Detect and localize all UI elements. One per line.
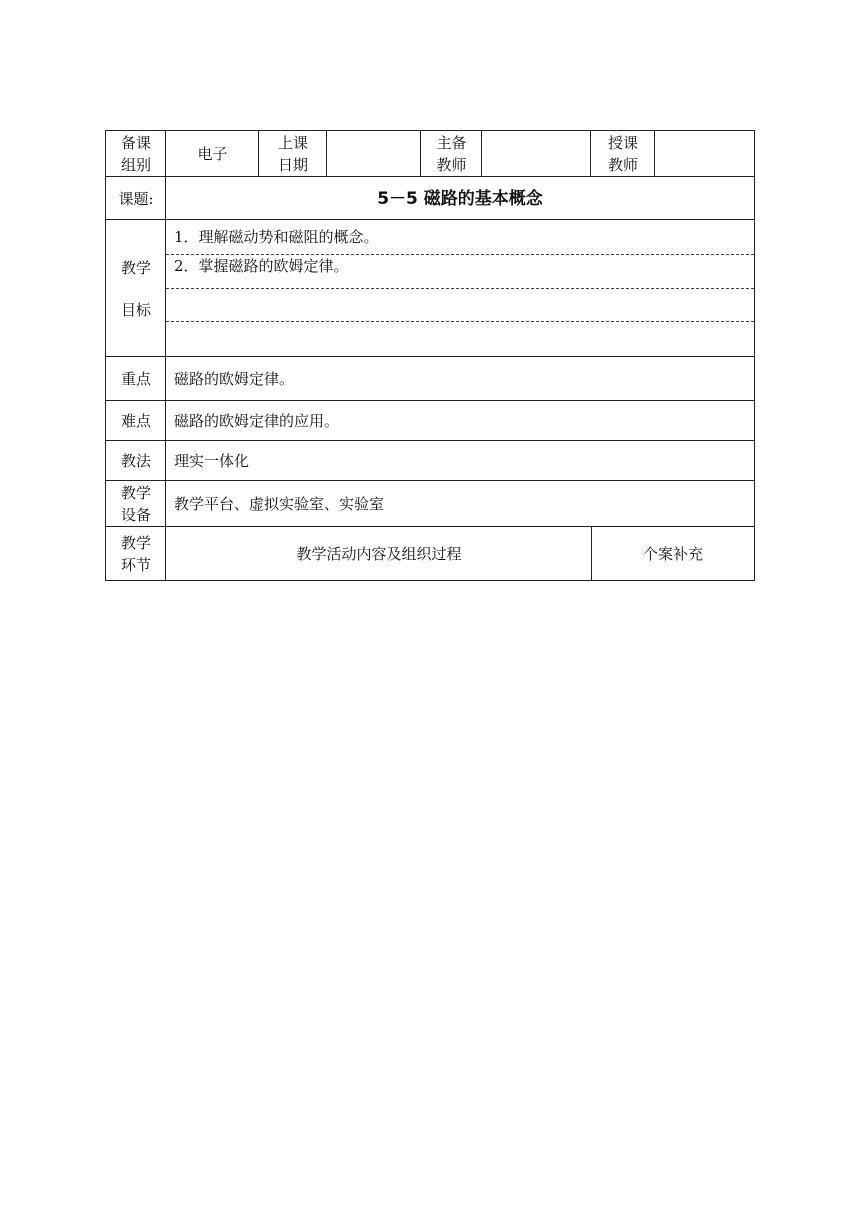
row-divider: [106, 356, 754, 357]
row-divider: [106, 526, 754, 527]
objective-divider: [166, 321, 754, 322]
key-point-label: 重点: [120, 370, 151, 388]
key-point-label-cell: [106, 357, 166, 401]
group-label-line2: 组别: [120, 156, 151, 174]
teacher-label-cell: [591, 131, 655, 177]
group-label-line1: 备课: [120, 134, 151, 152]
method-label: 教法: [120, 452, 151, 470]
group-label-cell: [106, 131, 166, 177]
main-teacher-label-line2: 教师: [436, 156, 467, 174]
process-content-header-cell: [166, 527, 592, 580]
column-divider: [591, 527, 592, 580]
process-label-line2: 环节: [120, 555, 151, 574]
objective-text: 2．掌握磁路的欧姆定律。: [174, 257, 349, 275]
objective-text: 1．理解磁动势和磁阻的概念。: [174, 227, 379, 246]
row-divider: [106, 400, 754, 401]
topic-label-cell: [106, 177, 166, 220]
equipment-value: 教学平台、虚拟实验室、实验室: [174, 495, 385, 513]
group-value-cell: [166, 131, 259, 177]
column-divider: [326, 131, 327, 177]
topic-label: 课题:: [118, 189, 154, 208]
method-value-cell: [166, 441, 754, 481]
difficulty-value-cell: [166, 401, 754, 441]
objective-divider: [166, 254, 754, 255]
objective-item: [166, 255, 754, 285]
objective-item[interactable]: [166, 289, 754, 322]
column-divider: [590, 131, 591, 177]
main-teacher-label-line1: 主备: [436, 134, 467, 152]
date-label-line1: 上课: [277, 134, 308, 152]
objectives-label-cell: [106, 220, 166, 357]
topic-title-cell: [166, 177, 754, 220]
equipment-label-line2: 设备: [120, 506, 151, 524]
column-divider: [258, 131, 259, 177]
date-label-line2: 日期: [277, 156, 308, 174]
column-divider: [420, 131, 421, 177]
date-value-cell[interactable]: [327, 131, 421, 177]
group-value: 电子: [197, 145, 228, 163]
date-label-cell: [259, 131, 327, 177]
objective-item[interactable]: [166, 322, 754, 357]
method-label-cell: [106, 441, 166, 481]
process-content-header: 教学活动内容及组织过程: [296, 544, 462, 563]
process-label-line1: 教学: [120, 533, 151, 552]
difficulty-label: 难点: [120, 412, 151, 430]
column-divider: [481, 131, 482, 177]
teacher-value-cell[interactable]: [655, 131, 754, 177]
teacher-label-line2: 教师: [607, 156, 638, 174]
objectives-label-line1: 教学: [120, 258, 151, 277]
key-point-value: 磁路的欧姆定律。: [174, 370, 295, 388]
row-divider: [106, 176, 754, 177]
topic-title: 5－5 磁路的基本概念: [377, 188, 543, 209]
equipment-label-cell: [106, 481, 166, 527]
difficulty-value: 磁路的欧姆定律的应用。: [174, 412, 340, 430]
objective-item: [166, 220, 754, 253]
objective-divider: [166, 288, 754, 289]
main-teacher-value-cell[interactable]: [482, 131, 591, 177]
lesson-plan-table: [105, 130, 755, 581]
equipment-label-line1: 教学: [120, 484, 151, 502]
process-label-cell: [106, 527, 166, 580]
row-divider: [106, 480, 754, 481]
process-supplement-header-cell: [592, 527, 754, 580]
method-value: 理实一体化: [174, 452, 250, 470]
column-divider: [165, 131, 166, 580]
difficulty-label-cell: [106, 401, 166, 441]
equipment-value-cell: [166, 481, 754, 527]
main-teacher-label-cell: [421, 131, 482, 177]
objectives-label-line2: 目标: [120, 300, 151, 319]
teacher-label-line1: 授课: [607, 134, 638, 152]
process-supplement-header: 个案补充: [642, 544, 703, 563]
row-divider: [106, 219, 754, 220]
row-divider: [106, 440, 754, 441]
column-divider: [654, 131, 655, 177]
key-point-value-cell: [166, 357, 754, 401]
